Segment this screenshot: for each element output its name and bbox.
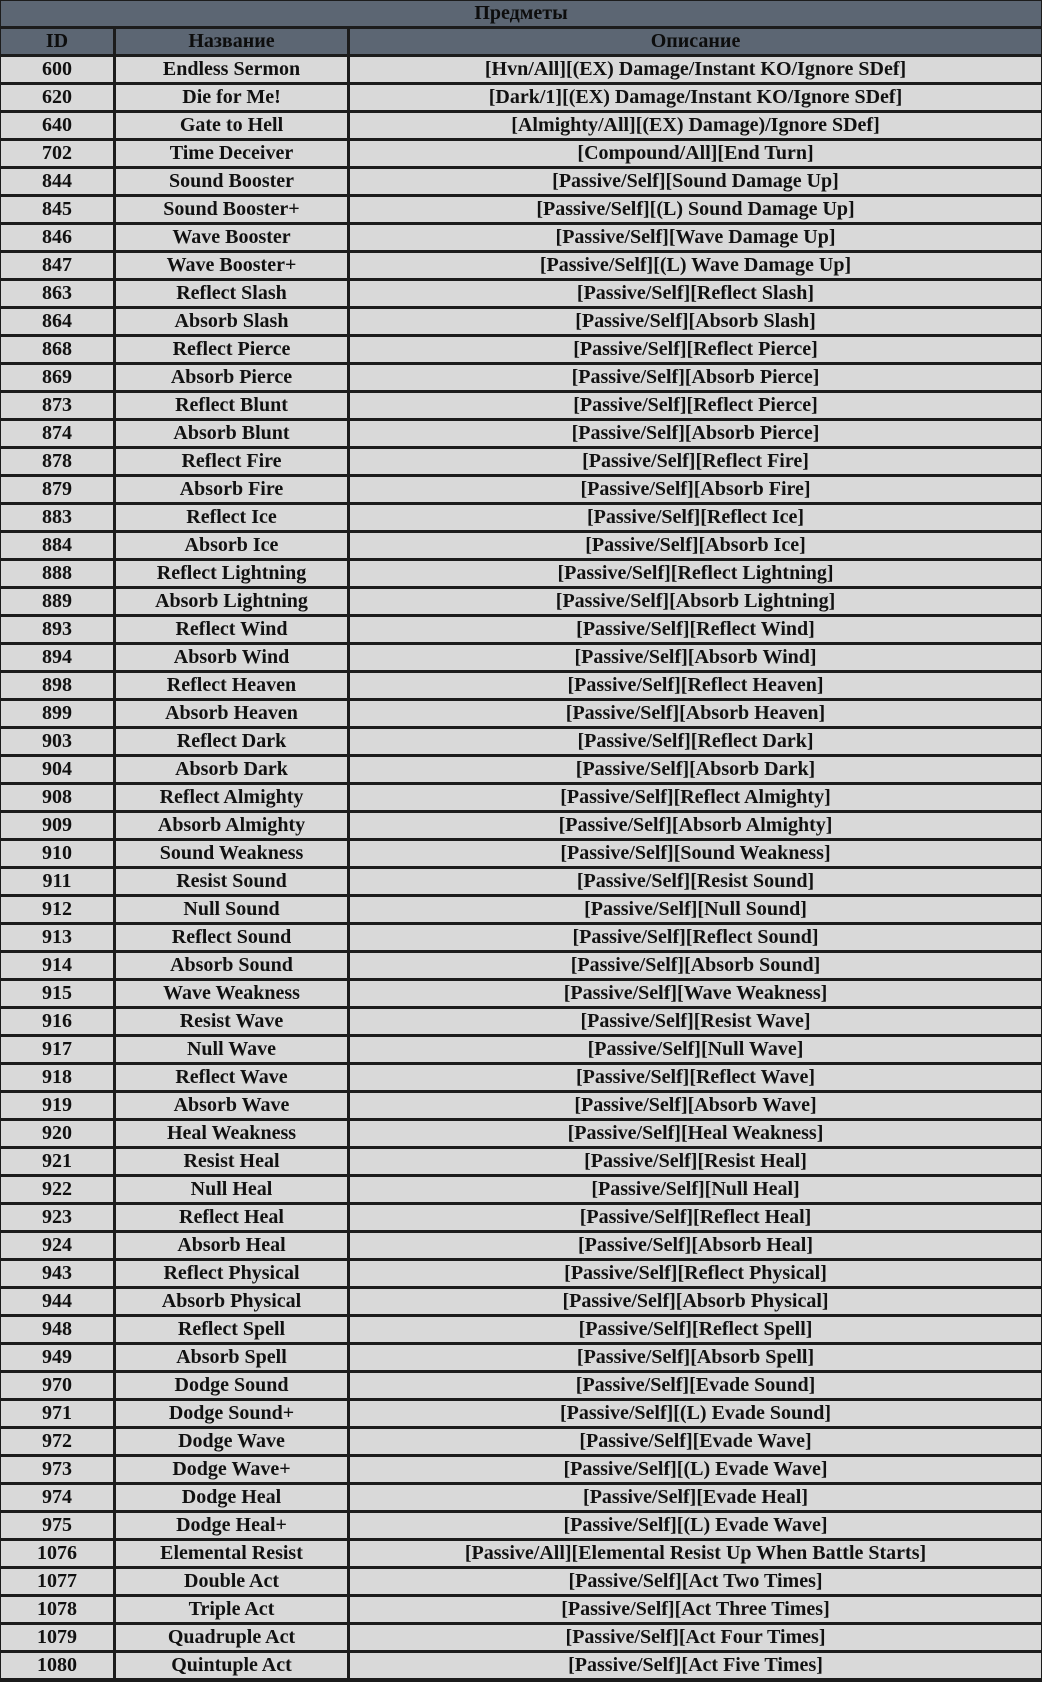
cell-id: 949 — [1, 1345, 113, 1370]
cell-name: Quadruple Act — [116, 1625, 347, 1650]
cell-id: 845 — [1, 197, 113, 222]
table-row — [1, 169, 1041, 194]
cell-id: 943 — [1, 1261, 113, 1286]
cell-name: Wave Booster — [116, 225, 347, 250]
cell-id: 903 — [1, 729, 113, 754]
cell-name: Sound Weakness — [116, 841, 347, 866]
cell-name: Absorb Dark — [116, 757, 347, 782]
cell-description: [Passive/Self][Heal Weakness] — [350, 1121, 1041, 1146]
cell-name: Reflect Wind — [116, 617, 347, 642]
cell-name: Absorb Physical — [116, 1289, 347, 1314]
cell-id: 912 — [1, 897, 113, 922]
table-row — [1, 1121, 1041, 1146]
cell-id: 868 — [1, 337, 113, 362]
table-row — [1, 1625, 1041, 1650]
table-row — [1, 1485, 1041, 1510]
cell-name: Heal Weakness — [116, 1121, 347, 1146]
cell-id: 846 — [1, 225, 113, 250]
cell-description: [Passive/Self][Absorb Heal] — [350, 1233, 1041, 1258]
cell-id: 948 — [1, 1317, 113, 1342]
cell-name: Reflect Lightning — [116, 561, 347, 586]
table-row — [1, 869, 1041, 894]
cell-name: Dodge Heal+ — [116, 1513, 347, 1538]
cell-description: [Passive/Self][Absorb Pierce] — [350, 365, 1041, 390]
cell-name: Reflect Sound — [116, 925, 347, 950]
cell-id: 1080 — [1, 1653, 113, 1678]
table-row — [1, 813, 1041, 838]
table-row — [1, 141, 1041, 166]
cell-id: 972 — [1, 1429, 113, 1454]
cell-description: [Passive/Self][Act Five Times] — [350, 1653, 1041, 1678]
table-row — [1, 57, 1041, 82]
cell-id: 919 — [1, 1093, 113, 1118]
table-row — [1, 281, 1041, 306]
cell-id: 889 — [1, 589, 113, 614]
table-row — [1, 561, 1041, 586]
table-row — [1, 925, 1041, 950]
table-row — [1, 1093, 1041, 1118]
cell-description: [Passive/Self][Reflect Wave] — [350, 1065, 1041, 1090]
cell-description: [Hvn/All][(EX) Damage/Instant KO/Ignore SDef] — [350, 57, 1041, 82]
cell-id: 1077 — [1, 1569, 113, 1594]
cell-description: [Passive/Self][Reflect Heaven] — [350, 673, 1041, 698]
header-id: ID — [1, 29, 113, 54]
cell-id: 924 — [1, 1233, 113, 1258]
cell-name: Absorb Heal — [116, 1233, 347, 1258]
cell-description: [Passive/Self][Absorb Physical] — [350, 1289, 1041, 1314]
cell-description: [Passive/Self][Absorb Fire] — [350, 477, 1041, 502]
cell-name: Absorb Fire — [116, 477, 347, 502]
cell-name: Sound Booster — [116, 169, 347, 194]
cell-description: [Almighty/All][(EX) Damage)/Ignore SDef] — [350, 113, 1041, 138]
cell-description: [Passive/Self][Absorb Heaven] — [350, 701, 1041, 726]
cell-name: Absorb Wave — [116, 1093, 347, 1118]
cell-description: [Passive/Self][Reflect Slash] — [350, 281, 1041, 306]
cell-name: Resist Sound — [116, 869, 347, 894]
table-body — [1, 57, 1041, 1678]
cell-id: 909 — [1, 813, 113, 838]
table-row — [1, 1317, 1041, 1342]
cell-name: Wave Booster+ — [116, 253, 347, 278]
cell-id: 915 — [1, 981, 113, 1006]
cell-description: [Passive/Self][Act Three Times] — [350, 1597, 1041, 1622]
cell-name: Reflect Fire — [116, 449, 347, 474]
table-row — [1, 1065, 1041, 1090]
cell-name: Absorb Lightning — [116, 589, 347, 614]
cell-description: [Passive/Self][Wave Damage Up] — [350, 225, 1041, 250]
table-row — [1, 365, 1041, 390]
table-row — [1, 533, 1041, 558]
cell-description: [Passive/Self][Reflect Pierce] — [350, 393, 1041, 418]
table-row — [1, 449, 1041, 474]
cell-name: Null Wave — [116, 1037, 347, 1062]
cell-description: [Passive/Self][Null Heal] — [350, 1177, 1041, 1202]
cell-description: [Passive/Self][Resist Heal] — [350, 1149, 1041, 1174]
table-row — [1, 309, 1041, 334]
cell-name: Double Act — [116, 1569, 347, 1594]
cell-description: [Passive/Self][Absorb Spell] — [350, 1345, 1041, 1370]
table-row — [1, 1597, 1041, 1622]
cell-description: [Passive/Self][Absorb Almighty] — [350, 813, 1041, 838]
cell-id: 910 — [1, 841, 113, 866]
header-name: Название — [116, 29, 347, 54]
cell-name: Reflect Blunt — [116, 393, 347, 418]
cell-id: 893 — [1, 617, 113, 642]
cell-id: 600 — [1, 57, 113, 82]
cell-name: Wave Weakness — [116, 981, 347, 1006]
header-description: Описание — [350, 29, 1041, 54]
cell-id: 874 — [1, 421, 113, 446]
cell-id: 921 — [1, 1149, 113, 1174]
cell-id: 914 — [1, 953, 113, 978]
table-row — [1, 113, 1041, 138]
cell-id: 916 — [1, 1009, 113, 1034]
cell-id: 883 — [1, 505, 113, 530]
cell-id: 913 — [1, 925, 113, 950]
cell-description: [Passive/Self][Absorb Wave] — [350, 1093, 1041, 1118]
table-row — [1, 197, 1041, 222]
cell-name: Reflect Wave — [116, 1065, 347, 1090]
table-row — [1, 617, 1041, 642]
cell-description: [Passive/Self][Evade Heal] — [350, 1485, 1041, 1510]
cell-id: 917 — [1, 1037, 113, 1062]
cell-description: [Passive/Self][Reflect Spell] — [350, 1317, 1041, 1342]
table-row — [1, 1401, 1041, 1426]
cell-description: [Passive/Self][Reflect Dark] — [350, 729, 1041, 754]
cell-id: 1078 — [1, 1597, 113, 1622]
table-row — [1, 1009, 1041, 1034]
table-row — [1, 1569, 1041, 1594]
cell-id: 1079 — [1, 1625, 113, 1650]
cell-description: [Passive/Self][Wave Weakness] — [350, 981, 1041, 1006]
cell-name: Absorb Ice — [116, 533, 347, 558]
cell-description: [Passive/Self][(L) Evade Wave] — [350, 1513, 1041, 1538]
cell-description: [Passive/Self][(L) Evade Sound] — [350, 1401, 1041, 1426]
cell-description: [Passive/Self][Null Sound] — [350, 897, 1041, 922]
cell-description: [Passive/Self][Resist Wave] — [350, 1009, 1041, 1034]
cell-description: [Passive/Self][Absorb Lightning] — [350, 589, 1041, 614]
cell-id: 864 — [1, 309, 113, 334]
cell-name: Quintuple Act — [116, 1653, 347, 1678]
table-row — [1, 1373, 1041, 1398]
cell-id: 873 — [1, 393, 113, 418]
cell-description: [Passive/Self][Reflect Lightning] — [350, 561, 1041, 586]
cell-name: Reflect Heal — [116, 1205, 347, 1230]
cell-id: 973 — [1, 1457, 113, 1482]
cell-name: Absorb Sound — [116, 953, 347, 978]
cell-description: [Passive/Self][Absorb Slash] — [350, 309, 1041, 334]
cell-description: [Passive/Self][Absorb Ice] — [350, 533, 1041, 558]
table-row — [1, 701, 1041, 726]
table-row — [1, 1513, 1041, 1538]
table-row — [1, 1261, 1041, 1286]
cell-description: [Passive/Self][Absorb Sound] — [350, 953, 1041, 978]
cell-id: 904 — [1, 757, 113, 782]
cell-id: 920 — [1, 1121, 113, 1146]
cell-description: [Passive/Self][Reflect Fire] — [350, 449, 1041, 474]
table-row — [1, 1345, 1041, 1370]
cell-description: [Passive/All][Elemental Resist Up When Battle Starts] — [350, 1541, 1041, 1566]
table-row — [1, 729, 1041, 754]
cell-description: [Passive/Self][(L) Sound Damage Up] — [350, 197, 1041, 222]
cell-name: Null Heal — [116, 1177, 347, 1202]
table-row — [1, 981, 1041, 1006]
cell-id: 878 — [1, 449, 113, 474]
table-row — [1, 421, 1041, 446]
table-row — [1, 785, 1041, 810]
cell-id: 898 — [1, 673, 113, 698]
cell-id: 869 — [1, 365, 113, 390]
cell-description: [Passive/Self][Reflect Pierce] — [350, 337, 1041, 362]
table-row — [1, 253, 1041, 278]
cell-name: Reflect Ice — [116, 505, 347, 530]
table-row — [1, 505, 1041, 530]
table-row — [1, 1541, 1041, 1566]
cell-name: Resist Heal — [116, 1149, 347, 1174]
table-row — [1, 1149, 1041, 1174]
cell-id: 899 — [1, 701, 113, 726]
cell-description: [Passive/Self][Null Wave] — [350, 1037, 1041, 1062]
cell-id: 922 — [1, 1177, 113, 1202]
cell-id: 888 — [1, 561, 113, 586]
cell-name: Endless Sermon — [116, 57, 347, 82]
cell-name: Reflect Heaven — [116, 673, 347, 698]
cell-name: Reflect Almighty — [116, 785, 347, 810]
cell-description: [Dark/1][(EX) Damage/Instant KO/Ignore SDef] — [350, 85, 1041, 110]
cell-id: 844 — [1, 169, 113, 194]
table-row — [1, 477, 1041, 502]
table-row — [1, 393, 1041, 418]
cell-description: [Passive/Self][Absorb Wind] — [350, 645, 1041, 670]
cell-id: 908 — [1, 785, 113, 810]
cell-id: 918 — [1, 1065, 113, 1090]
cell-id: 620 — [1, 85, 113, 110]
cell-name: Dodge Sound+ — [116, 1401, 347, 1426]
table-row — [1, 1653, 1041, 1678]
cell-id: 911 — [1, 869, 113, 894]
cell-id: 944 — [1, 1289, 113, 1314]
cell-description: [Passive/Self][Reflect Almighty] — [350, 785, 1041, 810]
cell-name: Absorb Heaven — [116, 701, 347, 726]
table-row — [1, 589, 1041, 614]
cell-name: Resist Wave — [116, 1009, 347, 1034]
title-row — [1, 1, 1041, 26]
cell-name: Reflect Pierce — [116, 337, 347, 362]
cell-description: [Passive/Self][Reflect Wind] — [350, 617, 1041, 642]
table-row — [1, 1233, 1041, 1258]
cell-name: Dodge Wave — [116, 1429, 347, 1454]
table-row — [1, 1177, 1041, 1202]
cell-id: 884 — [1, 533, 113, 558]
cell-name: Absorb Almighty — [116, 813, 347, 838]
cell-id: 971 — [1, 1401, 113, 1426]
cell-description: [Passive/Self][(L) Wave Damage Up] — [350, 253, 1041, 278]
table-row — [1, 757, 1041, 782]
cell-description: [Passive/Self][Reflect Physical] — [350, 1261, 1041, 1286]
cell-description: [Passive/Self][Evade Wave] — [350, 1429, 1041, 1454]
cell-name: Null Sound — [116, 897, 347, 922]
cell-name: Absorb Pierce — [116, 365, 347, 390]
cell-id: 702 — [1, 141, 113, 166]
cell-id: 975 — [1, 1513, 113, 1538]
table-row — [1, 897, 1041, 922]
cell-name: Die for Me! — [116, 85, 347, 110]
cell-name: Absorb Blunt — [116, 421, 347, 446]
cell-id: 974 — [1, 1485, 113, 1510]
cell-id: 640 — [1, 113, 113, 138]
cell-id: 863 — [1, 281, 113, 306]
table-row — [1, 841, 1041, 866]
cell-description: [Compound/All][End Turn] — [350, 141, 1041, 166]
table-row — [1, 225, 1041, 250]
table-row — [1, 1205, 1041, 1230]
cell-id: 847 — [1, 253, 113, 278]
cell-description: [Passive/Self][Act Four Times] — [350, 1625, 1041, 1650]
cell-name: Reflect Spell — [116, 1317, 347, 1342]
cell-name: Triple Act — [116, 1597, 347, 1622]
cell-name: Elemental Resist — [116, 1541, 347, 1566]
cell-description: [Passive/Self][Reflect Sound] — [350, 925, 1041, 950]
cell-name: Gate to Hell — [116, 113, 347, 138]
cell-name: Reflect Physical — [116, 1261, 347, 1286]
cell-id: 1076 — [1, 1541, 113, 1566]
cell-description: [Passive/Self][Evade Sound] — [350, 1373, 1041, 1398]
cell-description: [Passive/Self][Absorb Pierce] — [350, 421, 1041, 446]
table-row — [1, 85, 1041, 110]
cell-id: 879 — [1, 477, 113, 502]
cell-description: [Passive/Self][(L) Evade Wave] — [350, 1457, 1041, 1482]
cell-name: Time Deceiver — [116, 141, 347, 166]
cell-name: Sound Booster+ — [116, 197, 347, 222]
cell-name: Reflect Dark — [116, 729, 347, 754]
cell-name: Dodge Sound — [116, 1373, 347, 1398]
header-row — [1, 29, 1041, 54]
cell-description: [Passive/Self][Sound Damage Up] — [350, 169, 1041, 194]
table-row — [1, 1289, 1041, 1314]
cell-name: Absorb Slash — [116, 309, 347, 334]
table-row — [1, 1429, 1041, 1454]
table-row — [1, 673, 1041, 698]
table-row — [1, 1457, 1041, 1482]
table-row — [1, 953, 1041, 978]
cell-name: Dodge Heal — [116, 1485, 347, 1510]
table-row — [1, 1037, 1041, 1062]
cell-id: 970 — [1, 1373, 113, 1398]
cell-description: [Passive/Self][Absorb Dark] — [350, 757, 1041, 782]
cell-id: 923 — [1, 1205, 113, 1230]
table-row — [1, 645, 1041, 670]
cell-description: [Passive/Self][Reflect Ice] — [350, 505, 1041, 530]
cell-id: 894 — [1, 645, 113, 670]
cell-description: [Passive/Self][Reflect Heal] — [350, 1205, 1041, 1230]
cell-name: Dodge Wave+ — [116, 1457, 347, 1482]
cell-description: [Passive/Self][Act Two Times] — [350, 1569, 1041, 1594]
table-row — [1, 337, 1041, 362]
cell-description: [Passive/Self][Resist Sound] — [350, 869, 1041, 894]
table-title: Предметы — [1, 1, 1041, 26]
cell-name: Absorb Spell — [116, 1345, 347, 1370]
cell-name: Absorb Wind — [116, 645, 347, 670]
cell-name: Reflect Slash — [116, 281, 347, 306]
cell-description: [Passive/Self][Sound Weakness] — [350, 841, 1041, 866]
